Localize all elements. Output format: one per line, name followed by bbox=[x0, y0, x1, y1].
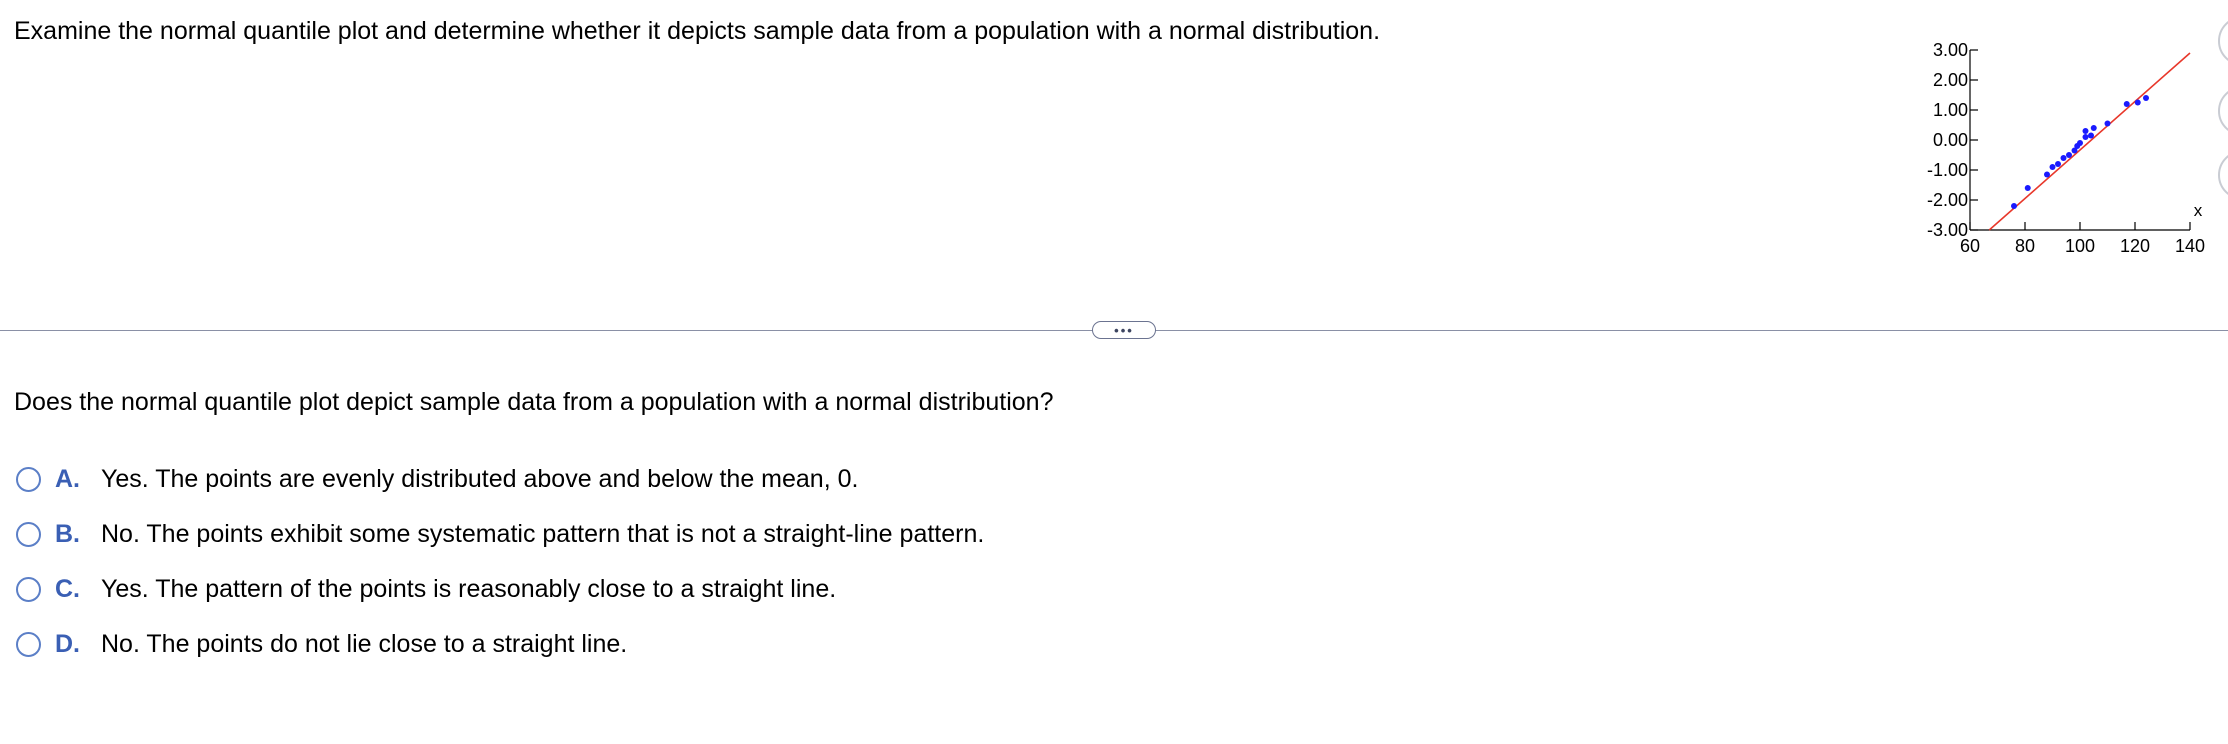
data-point bbox=[2077, 140, 2083, 146]
y-tick-label: -1.00 bbox=[1926, 160, 1968, 180]
data-point bbox=[2105, 121, 2111, 127]
normal-quantile-plot-svg bbox=[1880, 30, 2228, 280]
option-a-letter: A. bbox=[55, 464, 80, 493]
data-point bbox=[2083, 128, 2089, 134]
radio-option-b[interactable] bbox=[16, 522, 41, 547]
data-point bbox=[2025, 185, 2031, 191]
data-point bbox=[2044, 172, 2050, 178]
data-point bbox=[2083, 134, 2089, 140]
radio-option-a[interactable] bbox=[16, 467, 41, 492]
data-point bbox=[2011, 203, 2017, 209]
normal-quantile-plot bbox=[1880, 30, 2228, 280]
option-c-text: Yes. The pattern of the points is reasonably close to a straight line. bbox=[101, 574, 837, 603]
data-point bbox=[2143, 95, 2149, 101]
y-tick-label: 2.00 bbox=[1932, 70, 1968, 90]
option-b-letter: B. bbox=[55, 519, 80, 548]
question-text: Examine the normal quantile plot and determine whether it depicts sample data from a population with a normal distribution. bbox=[14, 17, 1381, 45]
x-tick-label: 140 bbox=[2174, 236, 2206, 256]
x-axis-label: x bbox=[2193, 201, 2203, 220]
x-tick-label: 60 bbox=[1959, 236, 1981, 256]
answer-options bbox=[16, 464, 984, 684]
y-tick-label: 3.00 bbox=[1932, 40, 1968, 60]
data-point bbox=[2091, 125, 2097, 131]
y-tick-label: 0.00 bbox=[1932, 130, 1968, 150]
data-point bbox=[2055, 161, 2061, 167]
x-tick-label: 80 bbox=[2014, 236, 2036, 256]
option-c-letter: C. bbox=[55, 574, 80, 603]
data-point bbox=[2088, 133, 2094, 139]
option-d-text: No. The points do not lie close to a straight line. bbox=[101, 629, 628, 658]
more-button[interactable]: ••• bbox=[1092, 321, 1156, 339]
x-tick-label: 100 bbox=[2064, 236, 2096, 256]
data-point bbox=[2050, 164, 2056, 170]
option-a-text: Yes. The points are evenly distributed above and below the mean, 0. bbox=[101, 464, 859, 493]
option-d-letter: D. bbox=[55, 629, 80, 658]
data-point bbox=[2124, 101, 2130, 107]
option-d[interactable] bbox=[16, 629, 984, 659]
reference-line bbox=[1989, 53, 2190, 230]
option-a[interactable] bbox=[16, 464, 984, 494]
sub-question-text: Does the normal quantile plot depict sample data from a population with a normal distribution? bbox=[14, 388, 1054, 416]
option-c[interactable] bbox=[16, 574, 984, 604]
option-b-text: No. The points exhibit some systematic pattern that is not a straight-line pattern. bbox=[101, 519, 985, 548]
option-b[interactable] bbox=[16, 519, 984, 549]
y-tick-label: -2.00 bbox=[1926, 190, 1968, 210]
radio-option-c[interactable] bbox=[16, 577, 41, 602]
data-point bbox=[2061, 155, 2067, 161]
data-point bbox=[2135, 100, 2141, 106]
x-tick-label: 120 bbox=[2119, 236, 2151, 256]
data-point bbox=[2066, 152, 2072, 158]
radio-option-d[interactable] bbox=[16, 632, 41, 657]
y-tick-label: -3.00 bbox=[1926, 220, 1968, 240]
y-tick-label: 1.00 bbox=[1932, 100, 1968, 120]
